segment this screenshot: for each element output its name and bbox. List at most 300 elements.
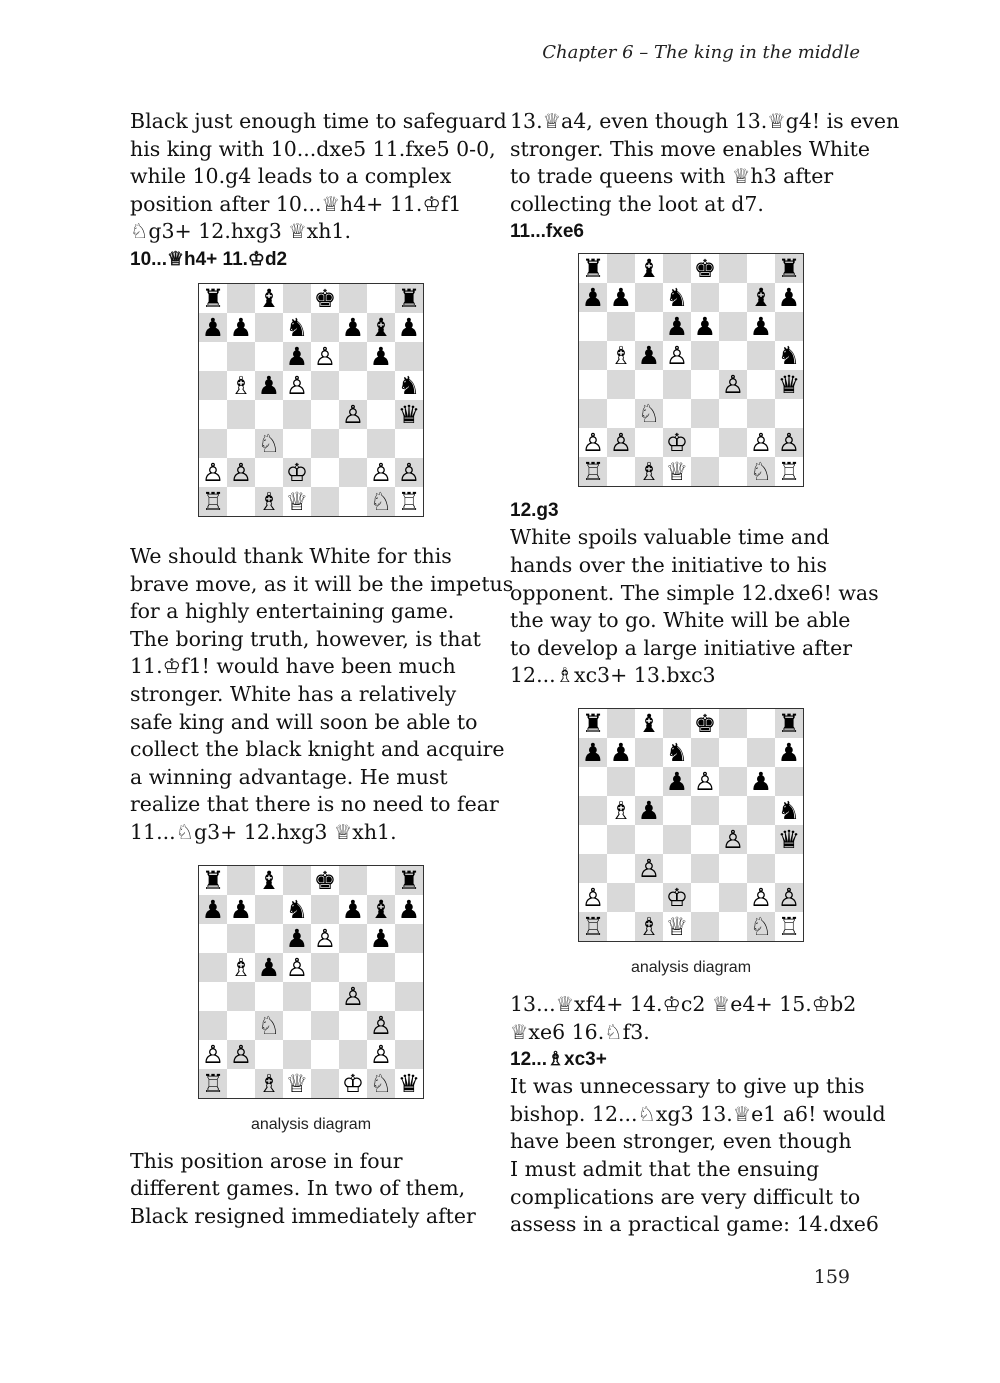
black-knight-icon: ♞: [777, 341, 801, 371]
board-square-d8: [663, 254, 691, 283]
board-square-f8: [339, 866, 367, 895]
white-bishop-icon: ♗: [229, 370, 253, 400]
board-square-e1: [311, 1069, 339, 1098]
move-heading-11-fxe6: 11...fxe6: [510, 221, 584, 243]
board-square-h6: [775, 312, 803, 341]
board-square-e3: [311, 1011, 339, 1040]
white-queen-icon: ♕: [665, 911, 689, 941]
chessboard: [578, 708, 804, 942]
board-square-b4: [607, 825, 635, 854]
white-queen-icon: ♕: [665, 457, 689, 487]
board-square-a3: [199, 1011, 227, 1040]
text-line: 11...♘g3+ 12.hxg3 ♕xh1.: [130, 819, 397, 844]
board-square-g3: [747, 854, 775, 883]
text-line: We should thank White for this: [130, 543, 452, 568]
board-square-g5: [747, 796, 775, 825]
running-head: Chapter 6 – The king in the middle: [542, 42, 860, 63]
board-square-f1: [719, 457, 747, 486]
white-pawn-icon: ♙: [581, 882, 605, 912]
text-line: a winning advantage. He must: [130, 764, 448, 789]
white-bishop-icon: ♗: [637, 457, 661, 487]
text-line: 13...♕xf4+ 14.♔c2 ♕e4+ 15.♔b2: [510, 991, 857, 1016]
black-knight-icon: ♞: [665, 283, 689, 313]
black-queen-icon: ♛: [777, 824, 801, 854]
board-square-a5: [579, 796, 607, 825]
board-square-a4: [579, 825, 607, 854]
text-line: 11.♔f1! would have been much: [130, 654, 456, 679]
text-line: ♘g3+ 12.hxg3 ♕xh1.: [130, 219, 351, 244]
board-square-f8: [719, 254, 747, 283]
white-pawn-icon: ♙: [313, 923, 337, 953]
board-square-f3: [339, 1011, 367, 1040]
board-square-d4: [283, 400, 311, 429]
black-rook-icon: ♜: [201, 283, 225, 313]
board-square-d3: [283, 1011, 311, 1040]
left-paragraph-1: [130, 108, 507, 246]
black-rook-icon: ♜: [777, 708, 801, 738]
white-pawn-icon: ♙: [201, 457, 225, 487]
board-square-a4: [199, 982, 227, 1011]
board-square-c6: [635, 312, 663, 341]
black-king-icon: ♚: [313, 283, 337, 313]
board-square-g4: [747, 370, 775, 399]
black-queen-icon: ♛: [397, 399, 421, 429]
black-pawn-icon: ♟: [609, 737, 633, 767]
white-rook-icon: ♖: [201, 1068, 225, 1098]
board-square-f3: [719, 399, 747, 428]
black-pawn-icon: ♟: [201, 312, 225, 342]
board-square-c4: [635, 825, 663, 854]
white-pawn-icon: ♙: [369, 1039, 393, 1069]
text-line: collecting the loot at d7.: [510, 191, 764, 216]
board-square-e3: [691, 399, 719, 428]
board-square-g5: [367, 371, 395, 400]
board-square-d8: [283, 284, 311, 313]
board-square-f6: [339, 924, 367, 953]
board-square-b6: [227, 924, 255, 953]
text-line: collect the black knight and acquire: [130, 737, 505, 762]
text-line: bishop. 12...♘xg3 13.♕e1 a6! would: [510, 1101, 886, 1126]
chess-diagram-2: [130, 865, 492, 1099]
white-bishop-icon: ♗: [257, 1068, 281, 1098]
black-rook-icon: ♜: [777, 254, 801, 284]
diagram-caption: analysis diagram: [250, 1115, 372, 1133]
text-line: different games. In two of them,: [130, 1176, 466, 1201]
board-square-b1: [227, 1069, 255, 1098]
board-square-d3: [283, 429, 311, 458]
board-square-b1: [227, 487, 255, 516]
board-square-d4: [283, 982, 311, 1011]
black-knight-icon: ♞: [285, 894, 309, 924]
board-square-e3: [691, 854, 719, 883]
board-square-d3: [663, 854, 691, 883]
board-square-f7: [719, 283, 747, 312]
chessboard: [578, 253, 804, 487]
board-square-c7: [635, 738, 663, 767]
text-line: This position arose in four: [130, 1148, 403, 1173]
text-line: have been stronger, even though: [510, 1129, 852, 1154]
text-line: stronger. This move enables White: [510, 136, 871, 161]
white-knight-icon: ♘: [257, 428, 281, 458]
board-square-e2: [691, 428, 719, 457]
board-square-e2: [691, 883, 719, 912]
white-pawn-icon: ♙: [229, 457, 253, 487]
text-line: his king with 10...dxe5 11.fxe5 0-0,: [130, 136, 496, 161]
white-rook-icon: ♖: [777, 911, 801, 941]
white-pawn-icon: ♙: [369, 1010, 393, 1040]
white-pawn-icon: ♙: [397, 457, 421, 487]
board-square-f2: [339, 458, 367, 487]
black-pawn-icon: ♟: [581, 283, 605, 313]
white-bishop-icon: ♗: [229, 952, 253, 982]
board-square-e7: [311, 895, 339, 924]
white-king-icon: ♔: [341, 1068, 365, 1098]
board-square-a6: [579, 312, 607, 341]
board-square-c2: [255, 1040, 283, 1069]
text-line: for a highly entertaining game.: [130, 599, 455, 624]
board-square-e5: [311, 371, 339, 400]
board-square-a4: [199, 400, 227, 429]
board-square-b3: [607, 854, 635, 883]
black-king-icon: ♚: [693, 708, 717, 738]
white-pawn-icon: ♙: [693, 766, 717, 796]
board-square-b6: [227, 342, 255, 371]
text-line: to trade queens with ♕h3 after: [510, 164, 834, 189]
board-square-e1: [691, 457, 719, 486]
text-line: I must admit that the ensuing: [510, 1156, 820, 1181]
black-pawn-icon: ♟: [749, 312, 773, 342]
chess-diagram-4: [510, 708, 872, 942]
board-square-g5: [747, 341, 775, 370]
text-line: assess in a practical game: 14.dxe6: [510, 1212, 879, 1237]
black-pawn-icon: ♟: [749, 766, 773, 796]
chess-diagram-1: [130, 283, 492, 517]
board-square-f6: [719, 767, 747, 796]
board-square-c4: [255, 400, 283, 429]
board-square-a5: [199, 953, 227, 982]
chessboard: [198, 865, 424, 1099]
black-knight-icon: ♞: [285, 312, 309, 342]
board-square-a6: [199, 342, 227, 371]
board-square-c6: [635, 767, 663, 796]
black-pawn-icon: ♟: [257, 952, 281, 982]
board-square-f2: [719, 883, 747, 912]
black-pawn-icon: ♟: [637, 795, 661, 825]
white-pawn-icon: ♙: [749, 428, 773, 458]
board-square-f6: [719, 312, 747, 341]
board-square-h4: [395, 982, 423, 1011]
black-pawn-icon: ♟: [581, 737, 605, 767]
board-square-b3: [227, 429, 255, 458]
white-pawn-icon: ♙: [229, 1039, 253, 1069]
board-square-c6: [255, 924, 283, 953]
text-line: It was unnecessary to give up this: [510, 1074, 865, 1099]
white-queen-icon: ♕: [285, 486, 309, 516]
board-square-c7: [255, 313, 283, 342]
board-square-g3: [367, 429, 395, 458]
black-bishop-icon: ♝: [749, 283, 773, 313]
board-square-c7: [635, 283, 663, 312]
board-square-h6: [775, 767, 803, 796]
board-square-f5: [719, 341, 747, 370]
board-square-d8: [663, 709, 691, 738]
black-knight-icon: ♞: [397, 370, 421, 400]
white-bishop-icon: ♗: [637, 911, 661, 941]
board-square-a6: [579, 767, 607, 796]
board-square-c2: [635, 883, 663, 912]
board-square-e5: [691, 796, 719, 825]
board-square-e4: [691, 370, 719, 399]
black-queen-icon: ♛: [777, 370, 801, 400]
board-square-g5: [367, 953, 395, 982]
text-line: while 10.g4 leads to a complex: [130, 164, 452, 189]
black-pawn-icon: ♟: [609, 283, 633, 313]
text-line: Black resigned immediately after: [130, 1203, 476, 1228]
white-pawn-icon: ♙: [313, 341, 337, 371]
board-square-a4: [579, 370, 607, 399]
board-square-h3: [775, 399, 803, 428]
white-queen-icon: ♕: [285, 1068, 309, 1098]
black-pawn-icon: ♟: [777, 737, 801, 767]
white-pawn-icon: ♙: [201, 1039, 225, 1069]
board-square-g7: [747, 738, 775, 767]
text-line: position after 10...♕h4+ 11.♔f1: [130, 191, 462, 216]
black-pawn-icon: ♟: [665, 766, 689, 796]
white-pawn-icon: ♙: [341, 981, 365, 1011]
white-bishop-icon: ♗: [609, 341, 633, 371]
black-pawn-icon: ♟: [229, 894, 253, 924]
white-pawn-icon: ♙: [369, 457, 393, 487]
white-knight-icon: ♘: [369, 1068, 393, 1098]
board-square-a5: [579, 341, 607, 370]
text-line: hands over the initiative to his: [510, 552, 827, 577]
board-square-a3: [199, 429, 227, 458]
board-square-g8: [747, 709, 775, 738]
board-square-f5: [339, 953, 367, 982]
text-line: 13.♕a4, even though 13.♕g4! is even: [510, 109, 900, 133]
black-rook-icon: ♜: [581, 708, 605, 738]
board-square-a5: [199, 371, 227, 400]
black-bishop-icon: ♝: [637, 254, 661, 284]
black-pawn-icon: ♟: [397, 312, 421, 342]
board-square-b8: [607, 254, 635, 283]
black-pawn-icon: ♟: [257, 370, 281, 400]
white-knight-icon: ♘: [749, 911, 773, 941]
board-square-e1: [691, 912, 719, 941]
black-bishop-icon: ♝: [637, 708, 661, 738]
board-square-e2: [311, 458, 339, 487]
diagram-caption: analysis diagram: [630, 958, 752, 976]
text-line: opponent. The simple 12.dxe6! was: [510, 580, 879, 605]
move-heading-10-qh4: 10...♕h4+ 11.♔d2: [130, 248, 288, 270]
board-square-c4: [635, 370, 663, 399]
board-square-d3: [663, 399, 691, 428]
board-square-f8: [719, 709, 747, 738]
white-bishop-icon: ♗: [609, 795, 633, 825]
board-square-f1: [339, 487, 367, 516]
board-square-g4: [367, 982, 395, 1011]
board-square-h5: [395, 953, 423, 982]
board-square-b1: [607, 912, 635, 941]
board-square-e5: [691, 341, 719, 370]
board-square-b2: [607, 883, 635, 912]
page-number: 159: [813, 1266, 850, 1288]
black-pawn-icon: ♟: [397, 894, 421, 924]
black-rook-icon: ♜: [397, 865, 421, 895]
board-square-d2: [283, 1040, 311, 1069]
board-square-b3: [227, 1011, 255, 1040]
board-square-d4: [663, 825, 691, 854]
board-square-b3: [607, 399, 635, 428]
black-bishop-icon: ♝: [257, 283, 281, 313]
board-square-e4: [311, 400, 339, 429]
text-line: realize that there is no need to fear: [130, 792, 499, 817]
board-square-b8: [227, 284, 255, 313]
board-square-b8: [607, 709, 635, 738]
text-line: Black just enough time to safeguard: [130, 109, 507, 133]
board-square-h6: [395, 342, 423, 371]
text-line: safe king and will soon be able to: [130, 709, 478, 734]
text-line: The boring truth, however, is that: [130, 626, 481, 651]
black-king-icon: ♚: [313, 865, 337, 895]
board-square-f1: [719, 912, 747, 941]
white-knight-icon: ♘: [749, 457, 773, 487]
text-line: stronger. White has a relatively: [130, 681, 457, 706]
black-pawn-icon: ♟: [777, 283, 801, 313]
white-rook-icon: ♖: [581, 911, 605, 941]
text-line: the way to go. White will be able: [510, 608, 851, 633]
white-rook-icon: ♖: [777, 457, 801, 487]
white-knight-icon: ♘: [369, 486, 393, 516]
board-square-b4: [227, 982, 255, 1011]
board-square-c7: [255, 895, 283, 924]
left-column: [130, 108, 514, 1230]
black-rook-icon: ♜: [581, 254, 605, 284]
board-square-g4: [747, 825, 775, 854]
chessboard: [198, 283, 424, 517]
board-square-d4: [663, 370, 691, 399]
white-king-icon: ♔: [285, 457, 309, 487]
board-square-f6: [339, 342, 367, 371]
white-knight-icon: ♘: [257, 1010, 281, 1040]
text-line: 12...♗xc3+ 13.bxc3: [510, 663, 716, 688]
white-king-icon: ♔: [665, 428, 689, 458]
board-square-h6: [395, 924, 423, 953]
right-paragraph-3: [510, 991, 872, 1046]
text-line: complications are very difficult to: [510, 1184, 861, 1209]
black-pawn-icon: ♟: [693, 312, 717, 342]
board-square-f5: [339, 371, 367, 400]
black-pawn-icon: ♟: [285, 923, 309, 953]
black-bishop-icon: ♝: [369, 312, 393, 342]
right-column: [510, 108, 900, 1239]
board-square-b8: [227, 866, 255, 895]
black-queen-icon: ♛: [397, 1068, 421, 1098]
board-square-f8: [339, 284, 367, 313]
black-pawn-icon: ♟: [229, 312, 253, 342]
white-pawn-icon: ♙: [285, 952, 309, 982]
board-square-a3: [579, 854, 607, 883]
board-square-e7: [691, 738, 719, 767]
board-square-c6: [255, 342, 283, 371]
board-square-h3: [395, 429, 423, 458]
board-square-c4: [255, 982, 283, 1011]
white-pawn-icon: ♙: [609, 428, 633, 458]
board-square-f3: [719, 854, 747, 883]
white-pawn-icon: ♙: [777, 428, 801, 458]
text-line: ♕xe6 16.♘f3.: [510, 1019, 650, 1044]
board-square-e3: [311, 429, 339, 458]
board-square-e4: [311, 982, 339, 1011]
right-paragraph-2: [510, 524, 879, 690]
board-square-e1: [311, 487, 339, 516]
text-line: to develop a large initiative after: [510, 635, 853, 660]
board-square-g8: [367, 284, 395, 313]
board-square-e2: [311, 1040, 339, 1069]
black-pawn-icon: ♟: [665, 312, 689, 342]
board-square-h3: [775, 854, 803, 883]
board-square-e5: [311, 953, 339, 982]
board-square-g3: [747, 399, 775, 428]
board-square-b1: [607, 457, 635, 486]
left-paragraph-3: [130, 1148, 492, 1231]
board-square-f5: [719, 796, 747, 825]
board-square-f7: [719, 738, 747, 767]
board-square-b6: [607, 312, 635, 341]
left-paragraph-2: [130, 543, 514, 847]
white-pawn-icon: ♙: [777, 882, 801, 912]
white-pawn-icon: ♙: [637, 853, 661, 883]
white-pawn-icon: ♙: [721, 370, 745, 400]
black-pawn-icon: ♟: [341, 312, 365, 342]
board-square-d8: [283, 866, 311, 895]
black-pawn-icon: ♟: [341, 894, 365, 924]
black-pawn-icon: ♟: [201, 894, 225, 924]
board-square-f2: [719, 428, 747, 457]
white-pawn-icon: ♙: [665, 341, 689, 371]
board-square-f3: [339, 429, 367, 458]
board-square-a6: [199, 924, 227, 953]
board-square-e7: [311, 313, 339, 342]
black-pawn-icon: ♟: [369, 923, 393, 953]
text-line: White spoils valuable time and: [510, 525, 830, 550]
black-bishop-icon: ♝: [369, 894, 393, 924]
move-heading-12-g3: 12.g3: [510, 500, 559, 522]
board-square-a3: [579, 399, 607, 428]
board-square-h3: [395, 1011, 423, 1040]
white-bishop-icon: ♗: [257, 486, 281, 516]
white-king-icon: ♔: [665, 882, 689, 912]
right-paragraph-1: [510, 108, 900, 218]
right-paragraph-4: [510, 1073, 886, 1239]
black-bishop-icon: ♝: [257, 865, 281, 895]
chess-diagram-3: [510, 253, 872, 487]
white-pawn-icon: ♙: [285, 370, 309, 400]
white-pawn-icon: ♙: [749, 882, 773, 912]
board-square-h2: [395, 1040, 423, 1069]
board-square-e7: [691, 283, 719, 312]
board-square-b4: [607, 370, 635, 399]
black-pawn-icon: ♟: [637, 341, 661, 371]
board-square-b4: [227, 400, 255, 429]
board-square-g8: [367, 866, 395, 895]
black-knight-icon: ♞: [777, 795, 801, 825]
move-heading-12-bxc3: 12...♗xc3+: [510, 1049, 607, 1071]
board-square-g8: [747, 254, 775, 283]
white-knight-icon: ♘: [637, 399, 661, 429]
black-pawn-icon: ♟: [369, 341, 393, 371]
black-knight-icon: ♞: [665, 737, 689, 767]
